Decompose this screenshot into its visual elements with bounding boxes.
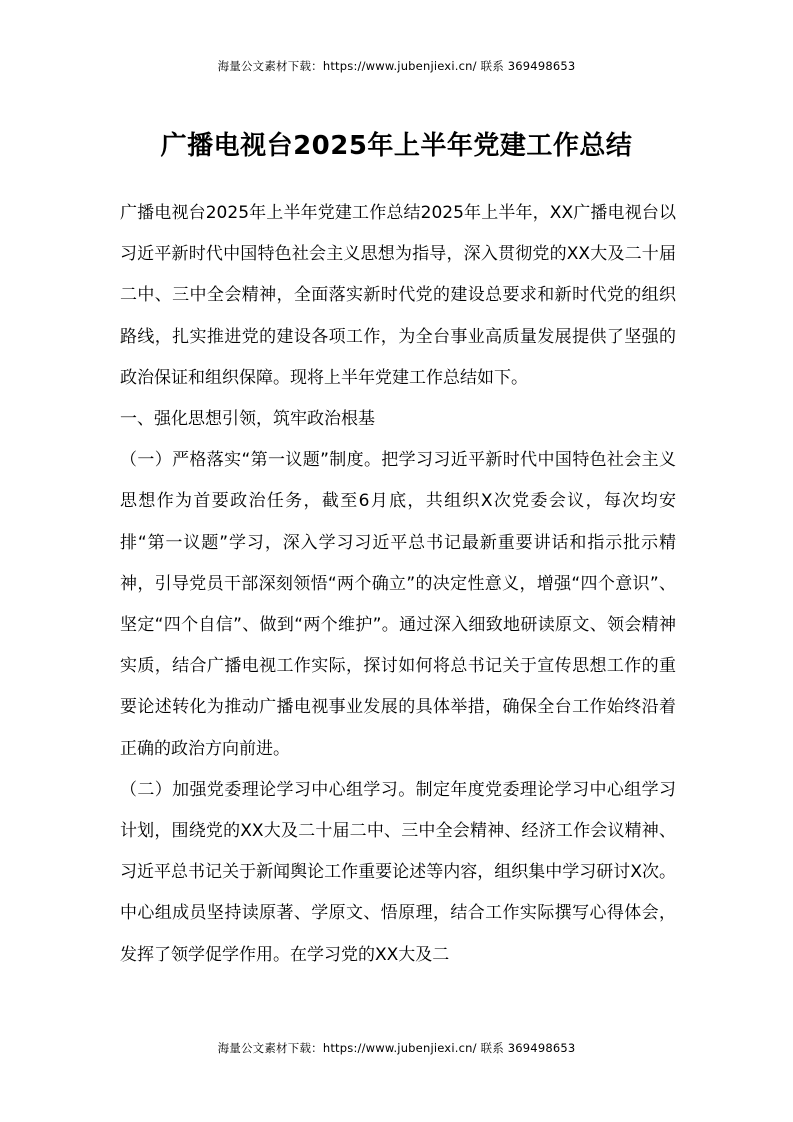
document-body: [120, 193, 676, 976]
paragraph-study-group: （二）加强党委理论学习中心组学习。制定年度党委理论学习中心组学习计划，围绕党的XX大及二十届二中、三中全会精神、经济工作会议精神、习近平总书记关于新闻舆论工作重要论述等内容，组织集中学习研讨X次。中心组成员坚持读原著、学原文、悟原理，结合工作实际撰写心得体会，发挥了领学促学作用。在学习党的XX大及二: [120, 779, 676, 965]
document-title: 广播电视台2025年上半年党建工作总结: [160, 131, 633, 161]
paragraph-intro: 广播电视台2025年上半年党建工作总结2025年上半年，XX广播电视台以习近平新时代中国特色社会主义思想为指导，深入贯彻党的XX大及二十届二中、三中全会精神，全面落实新时代党的建设总要求和新时代党的组织路线，扎实推进党的建设各项工作，为全台事业高质量发展提供了坚强的政治保证和组织保障。现将上半年党建工作总结如下。: [120, 203, 676, 388]
header-download-note: 海量公文素材下载：https://www.jubenjiexi.cn/ 联系 369498653: [217, 59, 576, 73]
footer-download-note: 海量公文素材下载：https://www.jubenjiexi.cn/ 联系 369498653: [217, 1041, 576, 1055]
paragraph-first-topic: （一）严格落实“第一议题”制度。把学习习近平新时代中国特色社会主义思想作为首要政治任务，截至6月底，共组织X次党委会议，每次均安排“第一议题”学习，深入学习习近平总书记最新重要讲话和指示批示精神，引导党员干部深刻领悟“两个确立”的决定性意义，增强“四个意识”、坚定“四个自信”、做到“两个维护”。通过深入细致地研读原文、领会精神实质，结合广播电视工作实际，探讨如何将总书记关于宣传思想工作的重要论述转化为推动广播电视事业发展的具体举措，确保全台工作始终沿着正确的政治方向前进。: [120, 450, 676, 759]
section-heading-1: 一、强化思想引领，筑牢政治根基: [120, 409, 375, 430]
